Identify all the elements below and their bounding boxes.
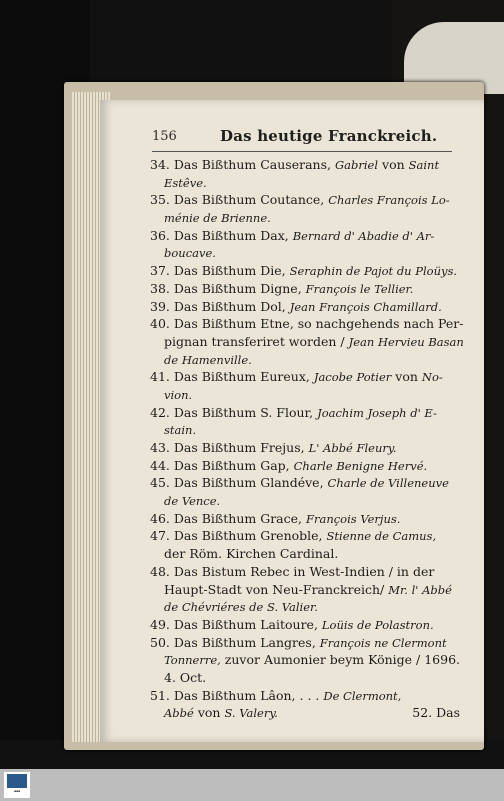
text-line	[150, 209, 460, 227]
line-roman: Das Bißthum Lâon, . . .	[173, 687, 320, 703]
line-roman: der Röm. Kirchen Cardinal.	[164, 546, 339, 562]
text-line	[150, 581, 460, 599]
text-line	[150, 651, 460, 669]
line-italic: Jean François Chamillard.	[289, 299, 442, 314]
line-italic: L' Abbé Fleury.	[308, 441, 397, 455]
text-line	[150, 545, 460, 563]
line-italic: stain.	[164, 423, 197, 438]
text-line	[150, 563, 460, 581]
catchword: 52. Das	[412, 705, 460, 721]
line-num: 44.	[150, 457, 170, 473]
line-italic: François le Tellier.	[305, 281, 414, 296]
text-line	[150, 156, 460, 174]
line-italic: Charle de Villeneuve	[327, 476, 449, 491]
line-italic: de Chévriéres de S. Valier.	[164, 600, 318, 615]
line-num: 35.	[150, 192, 170, 208]
line-roman: 4. Oct.	[164, 669, 207, 685]
line-roman: Das Bißthum Causerans,	[173, 157, 331, 172]
line-tail: von	[395, 369, 418, 385]
line-roman: Das Bißthum Frejus,	[173, 440, 305, 455]
text-line	[150, 527, 460, 545]
line-num: 48.	[150, 563, 170, 579]
text-line	[150, 404, 460, 422]
line-italic: Estêve.	[164, 175, 207, 190]
text-line	[150, 227, 460, 245]
text-line	[150, 280, 460, 298]
line-num: 43.	[150, 440, 170, 455]
line-num: 34.	[150, 157, 170, 172]
line-num: 45.	[150, 475, 170, 491]
text-line	[150, 351, 460, 369]
text-line	[150, 510, 460, 528]
page-content	[150, 156, 464, 722]
text-line	[150, 439, 460, 457]
line-roman: Das Bißthum Etne, so nachgehends nach Per-	[173, 316, 464, 332]
line-italic: Jacobe Potier	[313, 370, 392, 385]
line-italic: Tonnerre,	[164, 653, 221, 668]
line-roman: pignan transferiret worden /	[164, 333, 345, 349]
line-roman: Das Bißthum Dol,	[173, 298, 286, 314]
line-italic: Joachim Joseph d' E-	[317, 405, 437, 420]
line-italic2: S. Valery.	[224, 706, 278, 721]
line-italic: Seraphin de Pajot du Ploüys.	[289, 264, 458, 279]
line-roman: Das Bißthum Laitoure,	[173, 616, 318, 632]
page-number: 156	[152, 129, 177, 144]
line-italic: ménie de Brienne.	[164, 211, 271, 226]
page-header	[152, 127, 452, 147]
line-italic: Charles François Lo-	[328, 193, 450, 208]
line-num: 40.	[150, 316, 170, 332]
line-italic: Loüis de Polastron.	[321, 617, 434, 632]
line-italic: vion.	[164, 387, 193, 402]
text-line	[150, 634, 460, 652]
text-line	[150, 598, 460, 616]
line-tail: von	[197, 705, 221, 721]
line-italic: Mr. l' Abbé	[388, 582, 452, 597]
line-num: 49.	[150, 616, 170, 632]
running-title: Das heutige Franckreich.	[220, 127, 438, 145]
line-roman: Das Bißthum Dax,	[173, 227, 289, 243]
line-roman: Das Bißthum Die,	[173, 263, 286, 279]
line-italic2: No-	[421, 370, 443, 385]
header-rule	[152, 151, 452, 152]
line-roman: Das Bißthum Grace,	[173, 510, 303, 526]
line-italic: boucave.	[164, 246, 216, 261]
line-num: 42.	[150, 404, 170, 420]
logo-text: ▪▪▪	[13, 789, 21, 793]
line-italic: Jean Hervieu Basan	[348, 334, 464, 349]
line-num: 46.	[150, 510, 170, 526]
text-line	[150, 669, 460, 687]
line-tail: von	[382, 157, 405, 172]
line-num: 36.	[150, 227, 170, 243]
logo-mark	[7, 774, 27, 788]
line-num: 38.	[150, 280, 170, 296]
viewer-bottom-bar	[0, 769, 504, 801]
text-line	[150, 174, 460, 192]
line-num: 50.	[150, 634, 170, 650]
text-line	[150, 474, 460, 492]
line-italic: de Vence.	[164, 494, 221, 509]
text-line	[150, 333, 464, 351]
line-roman: Das Bißthum S. Flour,	[173, 404, 314, 420]
text-line	[150, 262, 460, 280]
line-num: 37.	[150, 263, 170, 279]
line-italic: Abbé	[164, 706, 194, 721]
text-line	[150, 492, 460, 510]
text-line	[150, 704, 460, 722]
line-italic: Gabriel	[334, 158, 379, 172]
line-num: 51.	[150, 687, 170, 703]
text-line	[150, 386, 460, 404]
line-num: 41.	[150, 369, 170, 385]
line-italic2: Saint	[408, 158, 440, 172]
line-tail: zuvor Aumonier beym Könige / 1696.	[224, 652, 460, 668]
library-logo[interactable]	[4, 772, 30, 798]
text-line	[150, 244, 460, 262]
line-italic: de Hamenville.	[164, 352, 252, 367]
line-roman: Das Bißthum Glandéve,	[173, 475, 324, 491]
line-roman: Das Bißthum Digne,	[173, 280, 302, 296]
line-num: 39.	[150, 298, 170, 314]
text-line	[150, 368, 460, 386]
line-italic: De Clermont,	[323, 688, 402, 703]
line-num: 47.	[150, 528, 170, 544]
line-italic: François Verjus.	[306, 511, 401, 526]
text-line	[150, 616, 460, 634]
text-line	[150, 457, 460, 475]
text-line	[150, 298, 460, 316]
line-roman: Das Bißthum Grenoble,	[173, 528, 323, 544]
line-roman: Haupt-Stadt von Neu-Franckreich/	[164, 581, 385, 597]
line-roman: Das Bistum Rebec in West-Indien / in der	[173, 563, 435, 579]
line-italic: Stienne de Camus,	[326, 529, 437, 544]
line-italic: Charle Benigne Hervé.	[293, 458, 428, 473]
line-roman: Das Bißthum Langres,	[173, 634, 316, 650]
line-roman: Das Bißthum Coutance,	[173, 192, 325, 208]
text-line	[150, 315, 464, 333]
line-italic: François ne Clermont	[319, 635, 447, 650]
line-roman: Das Bißthum Eureux,	[173, 369, 310, 385]
line-roman: Das Bißthum Gap,	[173, 457, 290, 473]
text-line	[150, 191, 460, 209]
line-italic: Bernard d' Abadie d' Ar-	[292, 228, 435, 243]
text-line	[150, 687, 460, 705]
text-line	[150, 421, 460, 439]
